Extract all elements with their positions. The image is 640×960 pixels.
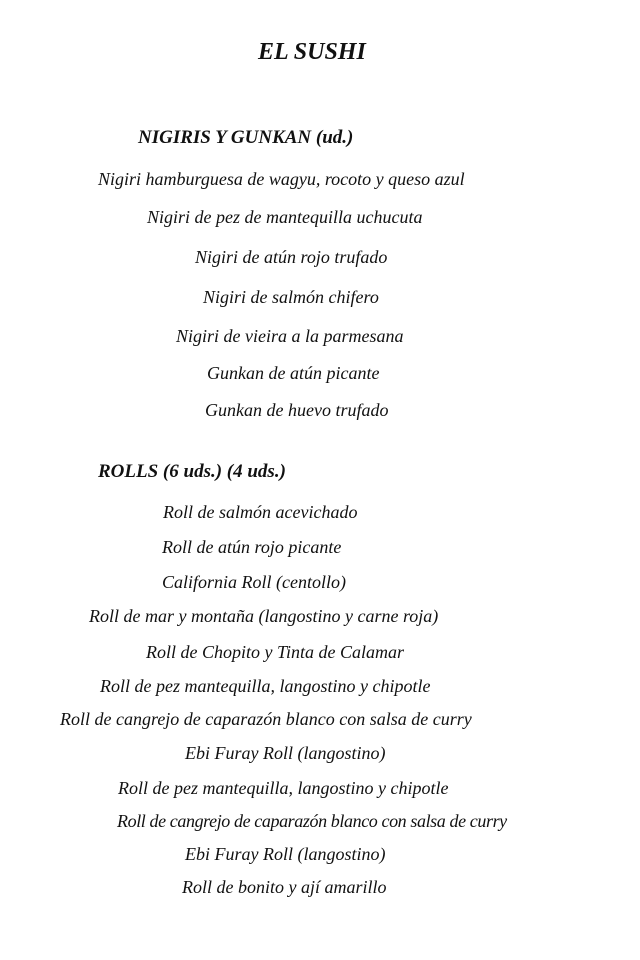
menu-item: Gunkan de atún picante	[207, 363, 380, 383]
menu-item: Nigiri hamburguesa de wagyu, rocoto y queso azul	[98, 169, 465, 189]
section-heading-nigiris: NIGIRIS Y GUNKAN (ud.)	[138, 127, 354, 148]
menu-item: Nigiri de atún rojo trufado	[195, 247, 388, 267]
menu-item: Nigiri de pez de mantequilla uchucuta	[147, 207, 423, 227]
menu-item: Nigiri de vieira a la parmesana	[176, 326, 404, 346]
menu-item: Roll de salmón acevichado	[163, 502, 358, 522]
menu-item: California Roll (centollo)	[162, 572, 346, 592]
menu-item: Roll de atún rojo picante	[162, 537, 342, 557]
menu-item: Roll de cangrejo de caparazón blanco con salsa de curry	[117, 811, 507, 831]
menu-item: Roll de Chopito y Tinta de Calamar	[146, 642, 405, 662]
section-heading-rolls: ROLLS (6 uds.) (4 uds.)	[98, 461, 286, 482]
menu-item: Gunkan de huevo trufado	[205, 400, 389, 420]
menu-item: Roll de bonito y ají amarillo	[182, 877, 387, 897]
menu-item: Roll de pez mantequilla, langostino y chipotle	[100, 676, 431, 696]
menu-item: Roll de pez mantequilla, langostino y chipotle	[118, 778, 449, 798]
menu-item: Ebi Furay Roll (langostino)	[185, 743, 386, 763]
menu-item: Ebi Furay Roll (langostino)	[185, 844, 386, 864]
menu-item: Roll de mar y montaña (langostino y carne roja)	[89, 606, 439, 626]
menu-item: Nigiri de salmón chifero	[203, 287, 379, 307]
page-title: EL SUSHI	[258, 39, 366, 65]
menu-item: Roll de cangrejo de caparazón blanco con salsa de curry	[60, 709, 472, 729]
